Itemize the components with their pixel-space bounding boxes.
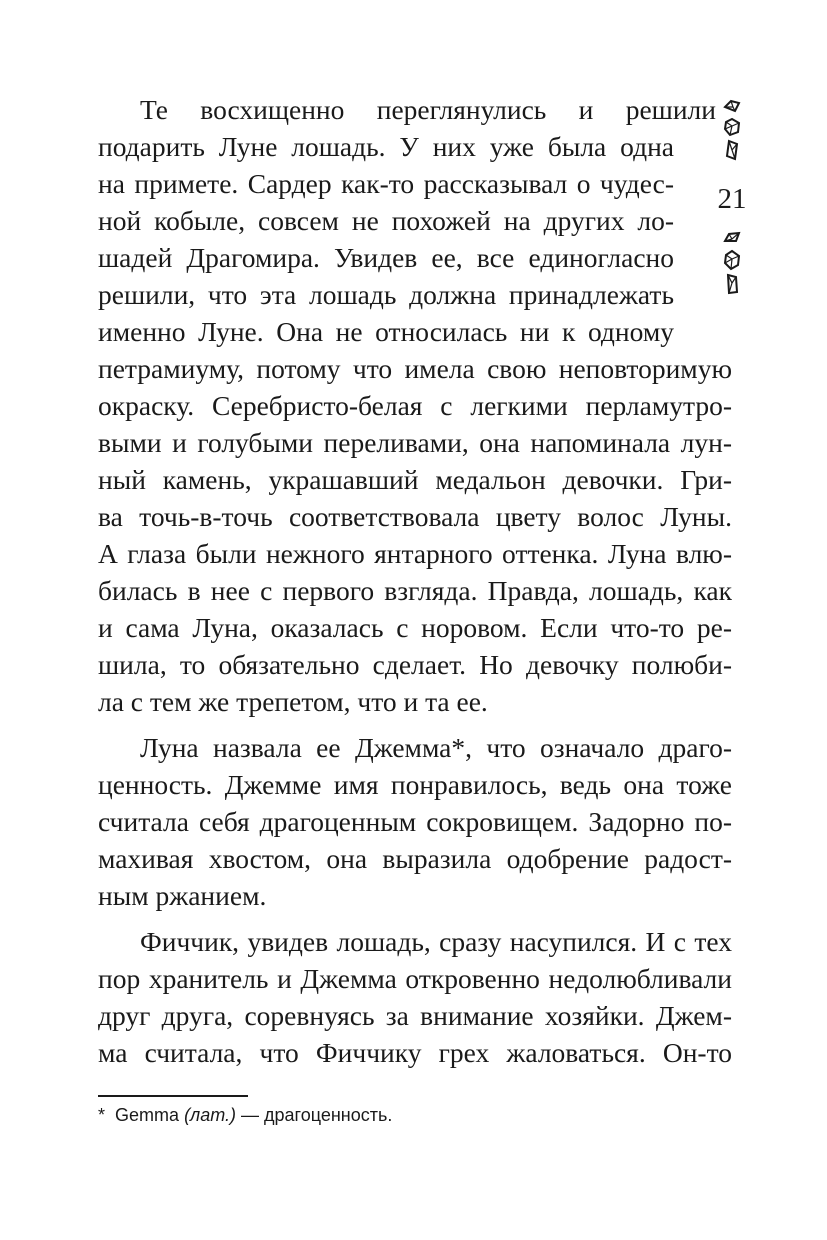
footnote-term: Gemma <box>115 1105 180 1125</box>
text-line: подарить Луне лошадь. У них уже была одна <box>98 131 674 162</box>
text-line: ным ржанием. <box>98 880 267 911</box>
text-line: махивая хвостом, она выразила одобрение радост- <box>98 843 732 874</box>
text-line: именно Луне. Она не относилась ни к одному <box>98 316 674 347</box>
text-line: шила, то обязательно сделает. Но девочку полюби- <box>98 649 732 680</box>
gem-icon <box>723 231 741 245</box>
text-line: пор хранитель и Джемма откровенно недолюбливали <box>98 963 732 994</box>
page-number-ornament <box>712 99 752 295</box>
text-line: Фиччик, увидев лошадь, сразу насупился. И с тех <box>140 926 732 957</box>
gem-icon <box>722 117 742 137</box>
text-line: выми и голубыми переливами, она напоминала лун- <box>98 427 732 458</box>
text-line: друг друга, соревнуясь за внимание хозяйки. Джем- <box>98 1000 732 1031</box>
gem-icon <box>724 273 740 295</box>
footnote-divider <box>98 1095 248 1097</box>
text-line: билась в нее с первого взгляда. Правда, лошадь, как <box>98 575 732 606</box>
text-line: ма считала, что Фиччику грех жаловаться. Он-то <box>98 1037 732 1068</box>
text-line: на примете. Сардер как-то рассказывал о чудес- <box>98 168 674 199</box>
text-line: окраску. Серебристо-белая с легкими перламутро- <box>98 390 732 421</box>
footnote-language: (лат.) <box>184 1105 237 1125</box>
text-line: ный камень, украшавший медальон девочки. Гри- <box>98 464 732 495</box>
footnote-definition: — драгоценность. <box>241 1105 393 1125</box>
text-line: ла с тем же трепетом, что и та ее. <box>98 686 488 717</box>
gem-icon <box>724 139 740 161</box>
text-line: ва точь-в-точь соответствовала цвету волос Луны. <box>98 501 732 532</box>
text-line: шадей Драгомира. Увидев ее, все единогласно <box>98 242 674 273</box>
main-text <box>98 91 732 1071</box>
text-line: и сама Луна, оказалась с норовом. Если что-то ре- <box>98 612 732 643</box>
footnote <box>98 1101 392 1129</box>
footnote-marker: * <box>98 1105 106 1125</box>
text-line: ной кобыле, совсем не похожей на других ло- <box>98 205 674 236</box>
text-line: ценность. Джемме имя понравилось, ведь она тоже <box>98 769 732 800</box>
gem-icon <box>722 249 742 271</box>
gem-icon <box>723 99 741 113</box>
text-line: считала себя драгоценным сокровищем. Задорно по- <box>98 806 732 837</box>
text-line: Луна назвала ее Джемма*, что означало драго- <box>140 732 732 763</box>
text-line: А глаза были нежного янтарного оттенка. Луна влю- <box>98 538 732 569</box>
text-line: петрамиуму, потому что имела свою неповторимую <box>98 353 732 384</box>
text-line: Те восхищенно переглянулись и решили <box>140 94 716 125</box>
page-number: 21 <box>717 183 747 215</box>
text-line: решили, что эта лошадь должна принадлежать <box>98 279 674 310</box>
